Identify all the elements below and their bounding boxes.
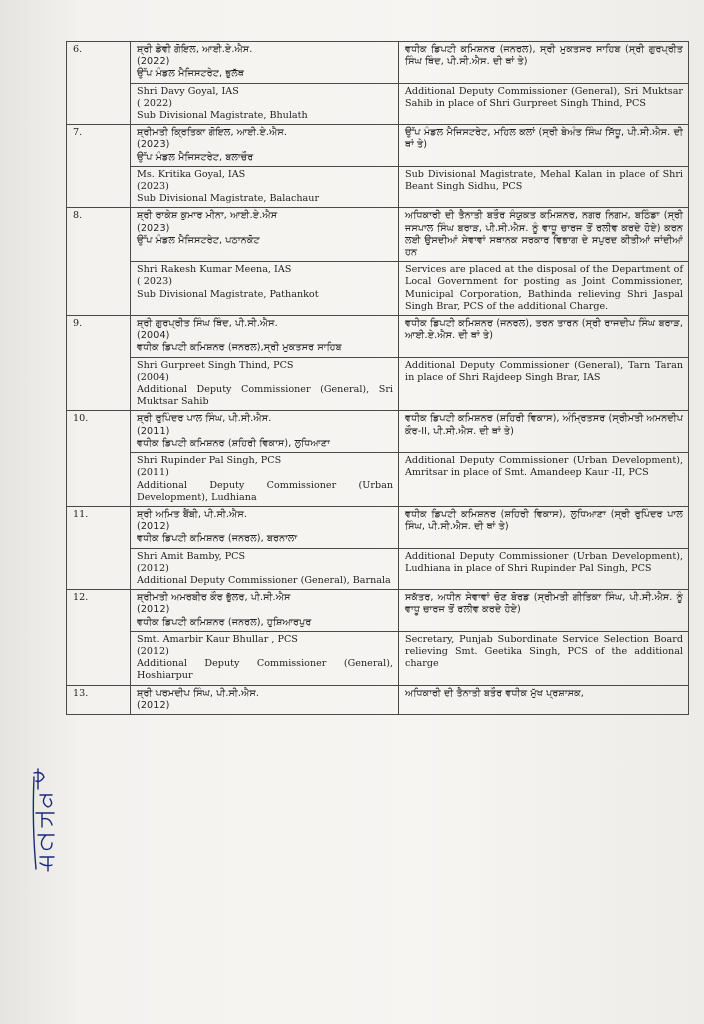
officer-name: ਸ਼੍ਰੀ ਡੇਵੀ ਗੋਇਲ, ਆਈ.ਏ.ਐਸ.: [137, 44, 253, 55]
table-row-punjabi: [67, 125, 689, 167]
serial-number: 7.: [67, 125, 131, 208]
table-row-punjabi: [67, 411, 689, 453]
new-posting-punjabi: ਅਧਿਕਾਰੀ ਦੀ ਤੈਨਾਤੀ ਬਤੌਰ ਸੰਯੁਕਤ ਕਮਿਸ਼ਨਰ, ਨਗਰ ਨਿਗਮ, ਬਠਿੰਡਾ (ਸ੍ਰੀ ਜਸਪਾਲ ਸਿੰਘ ਬਰਾੜ, ਪੀ.ਸੀ.ਐਸ. ਨੂੰ ਵਾਧੂ ਚਾਰਜ ਤੋਂ ਰਲੀਵ ਕਰਦੇ ਹੋਏ) ਕਰਨ ਲਈ ਉਸਦੀਆਂ ਸੇਵਾਵਾਂ ਸਥਾਨਕ ਸਰਕਾਰ ਵਿਭਾਗ ਦੇ ਸਪੁਰਦ ਕੀਤੀਆਂ ਜਾਂਦੀਆਂ ਹਨ: [399, 208, 689, 262]
officer-batch-year: (2004): [137, 330, 170, 342]
table-row-english: [67, 453, 689, 507]
officer-name: ਸ਼੍ਰੀ ਰੁਪਿੰਦਰ ਪਾਲ ਸਿੰਘ, ਪੀ.ਸੀ.ਐਸ.: [137, 413, 272, 425]
officer-current-post: ਵਧੀਕ ਡਿਪਟੀ ਕਮਿਸ਼ਨਰ (ਸ਼ਹਿਰੀ ਵਿਕਾਸ), ਲੁਧਿਆਣਾ: [137, 437, 331, 449]
table-row-english: [67, 262, 689, 316]
officer-name: Shri Rakesh Kumar Meena, IAS: [137, 264, 292, 276]
officer-name: Shri Rupinder Pal Singh, PCS: [137, 455, 282, 467]
officer-name: ਸ਼੍ਰੀ ਪਰਮਦੀਪ ਸਿੰਘ, ਪੀ.ਸੀ.ਐਸ.: [137, 687, 260, 699]
officer-batch-year: ( 2023): [137, 276, 172, 288]
new-posting-english: Additional Deputy Commissioner (Urban Development), Amritsar in place of Smt. Amandeep Kaur -II, PCS: [399, 453, 689, 507]
table-row-punjabi: [67, 42, 689, 84]
officer-name: Smt. Amarbir Kaur Bhullar , PCS: [137, 633, 298, 645]
officer-current-post: Additional Deputy Commissioner (General), Hoshiarpur: [137, 658, 393, 682]
officer-current-post: Additional Deputy Commissioner (General), Barnala: [137, 574, 391, 586]
serial-number: 13.: [67, 685, 131, 714]
table-row-punjabi: [67, 208, 689, 262]
officer-details-english: [131, 262, 399, 316]
officer-name: Shri Gurpreet Singh Thind, PCS: [137, 359, 294, 371]
officer-details-english: [131, 453, 399, 507]
table-row-punjabi: [67, 316, 689, 358]
new-posting-english: Additional Deputy Commissioner (General), Tarn Taran in place of Shri Rajdeep Singh Brar, IAS: [399, 357, 689, 411]
officer-name: Shri Amit Bamby, PCS: [137, 550, 246, 562]
officer-batch-year: (2012): [137, 645, 169, 657]
officer-batch-year: (2011): [137, 467, 169, 479]
table-row-punjabi: [67, 506, 689, 548]
officer-current-post: Additional Deputy Commissioner (General), Sri Muktsar Sahib: [137, 384, 393, 408]
officer-batch-year: (2012): [137, 699, 170, 711]
new-posting-english: Additional Deputy Commissioner (General), Sri Muktsar Sahib in place of Shri Gurpreet Singh Thind, PCS: [399, 83, 689, 125]
transfer-orders-table: [66, 41, 689, 715]
officer-batch-year: (2011): [137, 425, 170, 437]
handwritten-signature: [30, 765, 60, 875]
officer-current-post: Additional Deputy Commissioner (Urban Development), Ludhiana: [137, 479, 393, 503]
officer-details-english: [131, 83, 399, 125]
officer-batch-year: (2022): [137, 56, 170, 68]
serial-number: 8.: [67, 208, 131, 316]
officer-name: ਸ਼੍ਰੀ ਰਾਕੇਸ਼ ਕੁਮਾਰ ਮੀਨਾ, ਆਈ.ਏ.ਐਸ: [137, 210, 278, 222]
officer-details-punjabi: [131, 506, 399, 548]
officer-details-punjabi: [131, 590, 399, 632]
officer-name: ਸ਼੍ਰੀ ਗੁਰਪ੍ਰੀਤ ਸਿੰਘ ਥਿੰਦ, ਪੀ.ਸੀ.ਐਸ.: [137, 318, 278, 330]
officer-details-english: [131, 631, 399, 685]
officer-current-post: Sub Divisional Magistrate, Pathankot: [137, 288, 319, 300]
serial-number: 6.: [67, 42, 131, 125]
officer-current-post: ਉੱਪ ਮੰਡਲ ਮੈਜਿਸਟਰੇਟ, ਬਲਾਚੌਰ: [137, 151, 254, 163]
officer-name: ਸ਼੍ਰੀਮਤੀ ਕ੍ਰਿਤਿਕਾ ਗੋਇਲ, ਆਈ.ਏ.ਐਸ.: [137, 127, 288, 139]
officer-batch-year: (2023): [137, 139, 170, 151]
new-posting-english: Secretary, Punjab Subordinate Service Selection Board relieving Smt. Geetika Singh, PCS of the additional charge: [399, 631, 689, 685]
new-posting-punjabi: ਅਧਿਕਾਰੀ ਦੀ ਤੈਨਾਤੀ ਬਤੌਰ ਵਧੀਕ ਮੁੱਖ ਪ੍ਰਸ਼ਾਸਕ,: [399, 685, 689, 714]
officer-details-english: [131, 548, 399, 590]
officer-details-punjabi: [131, 411, 399, 453]
new-posting-punjabi: ਵਧੀਕ ਡਿਪਟੀ ਕਮਿਸ਼ਨਰ (ਜਨਰਲ), ਸ੍ਰੀ ਮੁਕਤਸਰ ਸਾਹਿਬ (ਸ੍ਰੀ ਗੁਰਪ੍ਰੀਤ ਸਿੰਘ ਥਿੰਦ, ਪੀ.ਸੀ.ਐਸ. ਦੀ ਥਾਂ ਤੇ): [399, 42, 689, 84]
officer-details-punjabi: [131, 316, 399, 358]
officer-name: ਸ਼੍ਰੀਮਤੀ ਅਮਰਬੀਰ ਕੌਰ ਭੁੱਲਰ, ਪੀ.ਸੀ.ਐਸ: [137, 592, 291, 604]
new-posting-punjabi: ਵਧੀਕ ਡਿਪਟੀ ਕਮਿਸ਼ਨਰ (ਸ਼ਹਿਰੀ ਵਿਕਾਸ), ਲੁਧਿਆਣਾ (ਸ੍ਰੀ ਰੁਪਿੰਦਰ ਪਾਲ ਸਿੰਘ, ਪੀ.ਸੀ.ਐਸ. ਦੀ ਥਾਂ ਤੇ): [399, 506, 689, 548]
serial-number: 11.: [67, 506, 131, 589]
officer-batch-year: (2004): [137, 371, 169, 383]
officer-details-punjabi: [131, 42, 399, 84]
officer-name: Shri Davy Goyal, IAS: [137, 85, 239, 97]
signature-mark: [30, 765, 60, 875]
table-row-punjabi: [67, 685, 689, 714]
serial-number: 10.: [67, 411, 131, 506]
serial-number: 12.: [67, 590, 131, 685]
officer-name: Ms. Kritika Goyal, IAS: [137, 168, 246, 180]
officer-batch-year: (2023): [137, 181, 169, 193]
serial-number: 9.: [67, 316, 131, 411]
new-posting-english: Sub Divisional Magistrate, Mehal Kalan in place of Shri Beant Singh Sidhu, PCS: [399, 166, 689, 208]
officer-current-post: ਉੱਪ ਮੰਡਲ ਮੈਜਿਸਟਰੇਟ, ਭੁਲੱਥ: [137, 68, 245, 80]
new-posting-punjabi: ਵਧੀਕ ਡਿਪਟੀ ਕਮਿਸ਼ਨਰ (ਸ਼ਹਿਰੀ ਵਿਕਾਸ), ਅੰਮ੍ਰਿਤਸਰ (ਸ੍ਰੀਮਤੀ ਅਮਨਦੀਪ ਕੌਰ-II, ਪੀ.ਸੀ.ਐਸ. ਦੀ ਥਾਂ ਤੇ): [399, 411, 689, 453]
officer-details-punjabi: [131, 208, 399, 262]
officer-batch-year: (2023): [137, 222, 170, 234]
officer-details-english: [131, 357, 399, 411]
table-row-english: [67, 83, 689, 125]
officer-details-english: [131, 166, 399, 208]
table-row-english: [67, 166, 689, 208]
officer-current-post: ਵਧੀਕ ਡਿਪਟੀ ਕਮਿਸ਼ਨਰ (ਜਨਰਲ),ਸ੍ਰੀ ਮੁਕਤਸਰ ਸਾਹਿਬ: [137, 342, 342, 354]
new-posting-english: Services are placed at the disposal of the Department of Local Government for posting as Joint Commissioner, Municipal Corporation, Bathinda relieving Shri Jaspal Singh Brar, PCS of the additional Charge.: [399, 262, 689, 316]
officer-batch-year: (2012): [137, 521, 170, 533]
officer-name: ਸ਼੍ਰੀ ਅਮਿਤ ਬੈਂਬੀ, ਪੀ.ਸੀ.ਐਸ.: [137, 508, 247, 520]
table-row-english: [67, 357, 689, 411]
new-posting-english: Additional Deputy Commissioner (Urban Development), Ludhiana in place of Shri Rupinder Pal Singh, PCS: [399, 548, 689, 590]
officer-current-post: ਉੱਪ ਮੰਡਲ ਮੈਜਿਸਟਰੇਟ, ਪਠਾਨਕੋਟ: [137, 234, 260, 246]
officer-batch-year: (2012): [137, 604, 170, 616]
table-row-english: [67, 631, 689, 685]
officer-details-punjabi: [131, 685, 399, 714]
officer-current-post: ਵਧੀਕ ਡਿਪਟੀ ਕਮਿਸ਼ਨਰ (ਜਨਰਲ), ਹੁਸ਼ਿਆਰਪੁਰ: [137, 616, 312, 628]
table-row-english: [67, 548, 689, 590]
officer-batch-year: ( 2022): [137, 97, 172, 109]
officer-current-post: Sub Divisional Magistrate, Balachaur: [137, 193, 320, 205]
officer-current-post: ਵਧੀਕ ਡਿਪਟੀ ਕਮਿਸ਼ਨਰ (ਜਨਰਲ), ਬਰਨਾਲਾ: [137, 533, 298, 545]
new-posting-punjabi: ਵਧੀਕ ਡਿਪਟੀ ਕਮਿਸ਼ਨਰ (ਜਨਰਲ), ਤਰਨ ਤਾਰਨ (ਸ੍ਰੀ ਰਾਜਦੀਪ ਸਿੰਘ ਬਰਾੜ, ਆਈ.ਏ.ਐਸ. ਦੀ ਥਾਂ ਤੇ): [399, 316, 689, 358]
officer-details-punjabi: [131, 125, 399, 167]
officer-batch-year: (2012): [137, 562, 169, 574]
new-posting-punjabi: ਉੱਪ ਮੰਡਲ ਮੈਜਿਸਟਰੇਟ, ਮਹਿਲ ਕਲਾਂ (ਸ੍ਰੀ ਬੇਅੰਤ ਸਿੰਘ ਸਿੱਧੂ, ਪੀ.ਸੀ.ਐਸ. ਦੀ ਥਾਂ ਤੇ): [399, 125, 689, 167]
table-row-punjabi: [67, 590, 689, 632]
officer-current-post: Sub Divisional Magistrate, Bhulath: [137, 110, 308, 122]
new-posting-punjabi: ਸਕੱਤਰ, ਅਧੀਨ ਸੇਵਾਵਾਂ ਚੋਣ ਬੋਰਡ (ਸ੍ਰੀਮਤੀ ਗੀਤਿਕਾ ਸਿੰਘ, ਪੀ.ਸੀ.ਐਸ. ਨੂੰ ਵਾਧੂ ਚਾਰਜ ਤੋਂ ਰਲੀਵ ਕਰਦੇ ਹੋਏ): [399, 590, 689, 632]
